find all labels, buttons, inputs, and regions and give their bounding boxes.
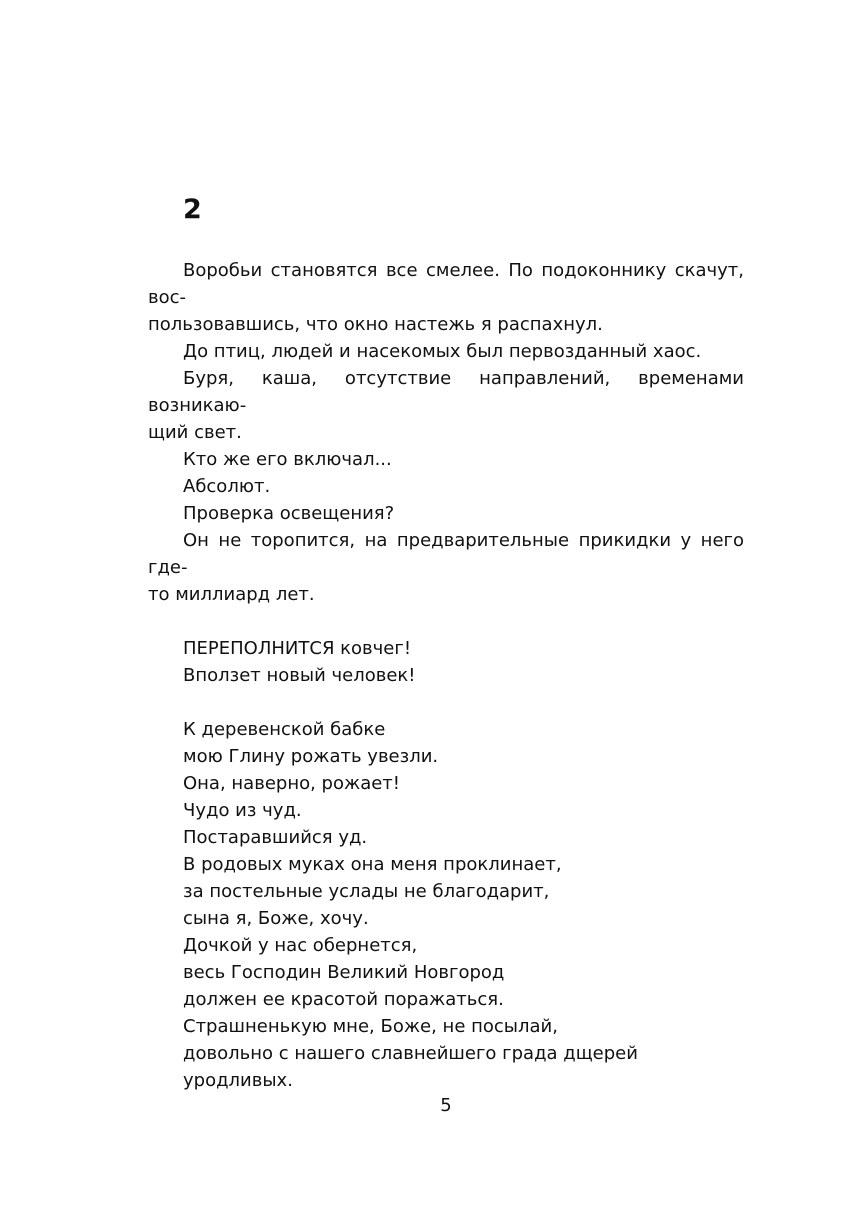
verse-line: Вползет новый человек!: [183, 665, 416, 686]
paragraph: До птиц, людей и насекомых был первозданный хаос.: [183, 341, 702, 362]
verse-line: В родовых муках она меня проклинает,: [183, 854, 562, 875]
paragraph: Абсолют.: [183, 476, 271, 497]
paragraph: Кто же его включал...: [183, 449, 392, 470]
chapter-number: 2: [183, 194, 202, 225]
verse-stanza: [148, 716, 744, 1094]
verse-line: уродливых.: [183, 1070, 293, 1091]
verse-line: довольно с нашего славнейшего града дщерей: [183, 1043, 638, 1064]
prose-block: [148, 257, 744, 608]
paragraph: Воробьи становятся все смелее. По подоконнику скачут, вос- пользовавшись, что окно настежь я распахнул.: [148, 260, 744, 335]
paragraph: Он не торопится, на предварительные прикидки у него где- то миллиард лет.: [148, 530, 744, 605]
verse-line: К деревенской бабке: [183, 719, 386, 740]
page-number: 5: [440, 1095, 452, 1116]
verse-line: мою Глину рожать увезли.: [183, 746, 439, 767]
verse-stanza: [148, 635, 744, 689]
paragraph: Проверка освещения?: [183, 503, 395, 524]
verse-line: ПЕРЕПОЛНИТСЯ ковчег!: [183, 638, 412, 659]
verse-line: должен ее красотой поражаться.: [183, 989, 504, 1010]
paragraph: Буря, каша, отсутствие направлений, временами возникаю- щий свет.: [148, 368, 744, 443]
verse-line: Чудо из чуд.: [183, 800, 302, 821]
verse-line: весь Господин Великий Новгород: [183, 962, 505, 983]
verse-line: за постельные услады не благодарит,: [183, 881, 550, 902]
text-body: [148, 257, 744, 1094]
verse-line: Она, наверно, рожает!: [183, 773, 401, 794]
verse-line: сына я, Боже, хочу.: [183, 908, 369, 929]
verse-line: Постаравшийся уд.: [183, 827, 368, 848]
verse-line: Страшненькую мне, Боже, не посылай,: [183, 1016, 558, 1037]
verse-line: Дочкой у нас обернется,: [183, 935, 418, 956]
